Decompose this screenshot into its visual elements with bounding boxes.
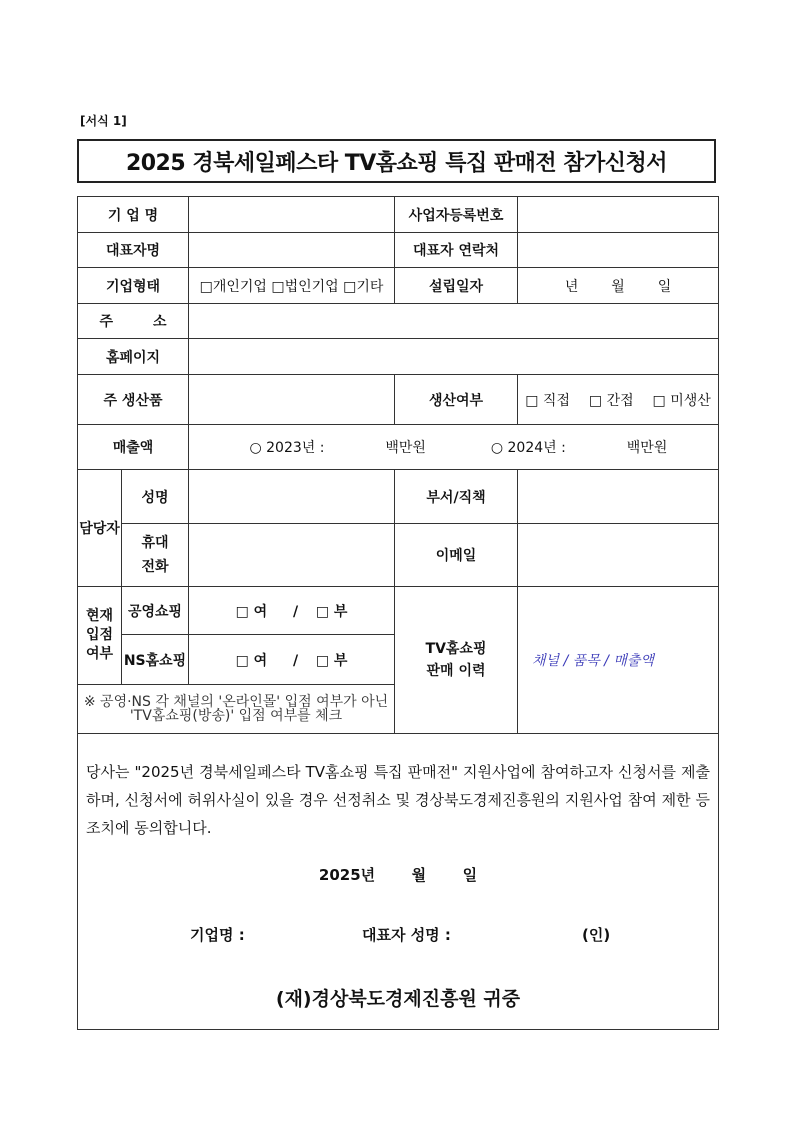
ceo-contact-field[interactable]: [518, 233, 719, 268]
address-field[interactable]: [189, 304, 719, 339]
contact-mobile-field[interactable]: [189, 524, 395, 587]
public-home-no[interactable]: □ 부: [315, 603, 348, 620]
entry-note: ※ 공영·NS 각 채널의 '온라인몰' 입점 여부가 아닌 'TV홈쇼핑(방송)' 입점 여부를 체크: [78, 685, 395, 734]
declaration-date: 2025년 월 일: [318, 866, 478, 884]
date-day: 일: [657, 278, 672, 295]
date-year: 년: [564, 278, 579, 295]
declaration-seal: (인): [582, 926, 611, 944]
main-product-field[interactable]: [189, 375, 395, 425]
contact-name-label: 성명: [122, 470, 189, 524]
founded-date-label: 설립일자: [395, 268, 518, 304]
sales-2023: ○ 2023년 :: [249, 440, 325, 456]
sales-label: 매출액: [78, 425, 189, 470]
current-entry-label: 현재 입점 여부: [78, 587, 122, 685]
sales-unit-2023: 백만원: [385, 440, 426, 456]
production-direct[interactable]: □ 직접: [525, 392, 570, 409]
application-form-table: [77, 196, 719, 1030]
tv-history-label: TV홈쇼핑 판매 이력: [395, 587, 518, 734]
tv-history-field[interactable]: 채널 / 품목 / 매출액: [518, 587, 719, 734]
production-indirect[interactable]: □ 간접: [588, 392, 634, 409]
biz-reg-no-field[interactable]: [518, 197, 719, 233]
public-home-options[interactable]: □ 여 / □ 부: [189, 587, 395, 635]
form-number-label: [서식 1]: [80, 114, 127, 128]
ns-home-no[interactable]: □ 부: [315, 652, 348, 669]
founded-date-field[interactable]: [518, 268, 719, 304]
document-title: 2025 경북세일페스타 TV홈쇼핑 특집 판매전 참가신청서: [77, 139, 716, 183]
declaration-recipient: (재)경상북도경제진흥원 귀중: [275, 988, 521, 1010]
sales-unit-2024: 백만원: [626, 440, 668, 456]
contact-mobile-label: 휴대 전화: [122, 524, 189, 587]
contact-dept-field[interactable]: [518, 470, 719, 524]
ns-home-options[interactable]: □ 여 / □ 부: [189, 635, 395, 685]
contact-name-field[interactable]: [189, 470, 395, 524]
company-name-field[interactable]: [189, 197, 395, 233]
contact-label: 담당자: [78, 470, 122, 587]
sales-2024: ○ 2024년 :: [490, 440, 566, 456]
company-type-options[interactable]: □개인기업 □법인기업 □기타: [189, 268, 395, 304]
company-name-label: 기 업 명: [78, 197, 189, 233]
contact-email-label: 이메일: [395, 524, 518, 587]
declaration-company-label: 기업명 :: [190, 926, 245, 944]
homepage-label: 홈페이지: [78, 339, 189, 375]
company-type-label: 기업형태: [78, 268, 189, 304]
ceo-name-label: 대표자명: [78, 233, 189, 268]
public-home-yes[interactable]: □ 여: [235, 603, 268, 620]
contact-dept-label: 부서/직책: [395, 470, 518, 524]
biz-reg-no-label: 사업자등록번호: [395, 197, 518, 233]
production-none[interactable]: □ 미생산: [652, 392, 711, 409]
ceo-name-field[interactable]: [189, 233, 395, 268]
declaration-text: 당사는 "2025년 경북세일페스타 TV홈쇼핑 특집 판매전" 지원사업에 참여하고자 신청서를 제출하며, 신청서에 허위사실이 있을 경우 선정취소 및 경상북도경제진흥원의 지원사업 참여 제한 등 조치에 동의합니다.: [86, 763, 711, 837]
public-home-label: 공영쇼핑: [122, 587, 189, 635]
ceo-contact-label: 대표자 연락처: [395, 233, 518, 268]
main-product-label: 주 생산품: [78, 375, 189, 425]
sales-field[interactable]: [189, 425, 719, 470]
ns-home-label: NS홈쇼핑: [122, 635, 189, 685]
declaration-section: [78, 734, 719, 1030]
production-label: 생산여부: [395, 375, 518, 425]
ns-home-yes[interactable]: □ 여: [235, 652, 268, 669]
address-label: 주 소: [78, 304, 189, 339]
date-month: 월: [611, 278, 625, 295]
declaration-ceo-label: 대표자 성명 :: [362, 926, 451, 944]
contact-email-field[interactable]: [518, 524, 719, 587]
production-options[interactable]: [518, 375, 719, 425]
homepage-field[interactable]: [189, 339, 719, 375]
